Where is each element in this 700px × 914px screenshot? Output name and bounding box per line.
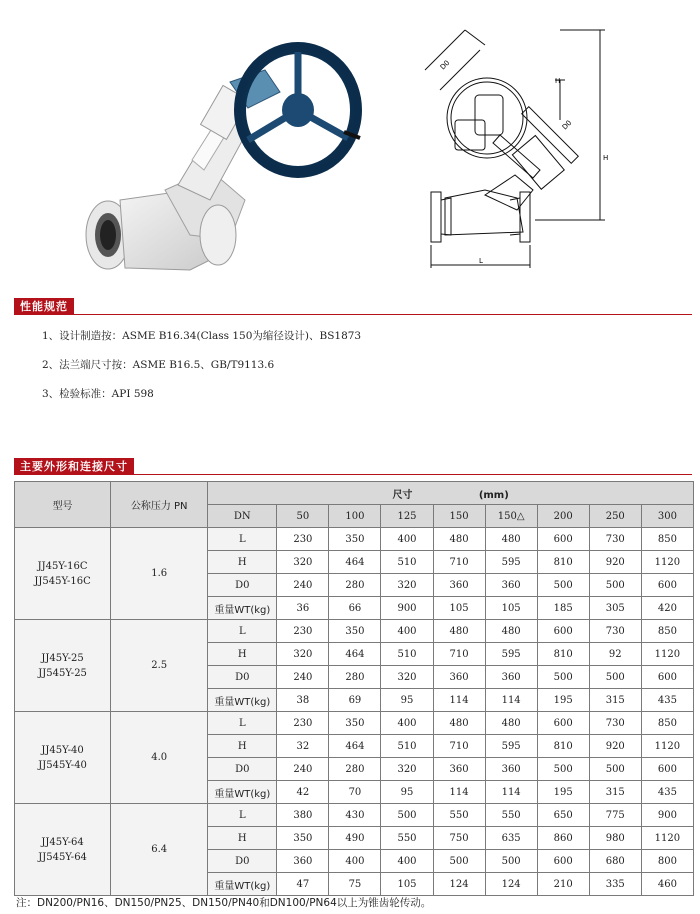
valve-photo <box>70 20 370 275</box>
header-model: 型号 <box>15 482 111 528</box>
row-label: H <box>208 551 277 574</box>
model-name: JJ545Y-25 <box>38 667 87 679</box>
value-cell: 315 <box>589 689 641 712</box>
value-cell: 510 <box>381 643 433 666</box>
value-cell: 1120 <box>641 643 693 666</box>
value-cell: 635 <box>485 827 537 850</box>
value-cell: 500 <box>589 574 641 597</box>
model-name: JJ45Y-25 <box>41 652 84 664</box>
value-cell: 500 <box>485 850 537 873</box>
value-cell: 124 <box>433 873 485 896</box>
value-cell: 430 <box>329 804 381 827</box>
value-cell: 320 <box>277 643 329 666</box>
value-cell: 114 <box>433 781 485 804</box>
value-cell: 320 <box>277 551 329 574</box>
dimensions-table <box>14 481 694 896</box>
value-cell: 900 <box>641 804 693 827</box>
value-cell: 435 <box>641 781 693 804</box>
pn-cell: 2.5 <box>111 620 208 712</box>
value-cell: 360 <box>485 666 537 689</box>
value-cell: 1120 <box>641 735 693 758</box>
header-dn-value: 125 <box>381 505 433 528</box>
table-row <box>15 712 694 735</box>
value-cell: 510 <box>381 551 433 574</box>
drawing-label-h-side: H <box>603 154 609 162</box>
value-cell: 550 <box>433 804 485 827</box>
value-cell: 400 <box>381 712 433 735</box>
value-cell: 95 <box>381 689 433 712</box>
footnote: 注：DN200/PN16、DN150/PN25、DN150/PN40和DN100/PN64以上为锥齿轮传动。 <box>16 897 432 909</box>
value-cell: 850 <box>641 620 693 643</box>
value-cell: 600 <box>641 666 693 689</box>
value-cell: 920 <box>589 735 641 758</box>
row-label: D0 <box>208 574 277 597</box>
value-cell: 360 <box>485 758 537 781</box>
value-cell: 105 <box>433 597 485 620</box>
value-cell: 240 <box>277 666 329 689</box>
value-cell: 595 <box>485 643 537 666</box>
value-cell: 730 <box>589 528 641 551</box>
value-cell: 350 <box>329 620 381 643</box>
value-cell: 42 <box>277 781 329 804</box>
value-cell: 114 <box>433 689 485 712</box>
value-cell: 480 <box>485 528 537 551</box>
value-cell: 490 <box>329 827 381 850</box>
value-cell: 920 <box>589 551 641 574</box>
value-cell: 47 <box>277 873 329 896</box>
row-label: D0 <box>208 850 277 873</box>
header-dn-value: 250 <box>589 505 641 528</box>
value-cell: 320 <box>381 666 433 689</box>
value-cell: 380 <box>277 804 329 827</box>
value-cell: 124 <box>485 873 537 896</box>
header-dn-value: 100 <box>329 505 381 528</box>
value-cell: 464 <box>329 735 381 758</box>
table-row <box>15 528 694 551</box>
value-cell: 500 <box>589 666 641 689</box>
value-cell: 105 <box>381 873 433 896</box>
row-label: H <box>208 827 277 850</box>
value-cell: 210 <box>537 873 589 896</box>
value-cell: 730 <box>589 712 641 735</box>
dimensions-divider <box>14 474 692 475</box>
value-cell: 195 <box>537 781 589 804</box>
value-cell: 730 <box>589 620 641 643</box>
value-cell: 36 <box>277 597 329 620</box>
value-cell: 600 <box>641 758 693 781</box>
spec-item: 2、法兰端尺寸按：ASME B16.5、GB/T9113.6 <box>42 359 275 371</box>
header-dn-value: 50 <box>277 505 329 528</box>
row-label: 重量WT(kg) <box>208 689 277 712</box>
value-cell: 66 <box>329 597 381 620</box>
value-cell: 650 <box>537 804 589 827</box>
value-cell: 1120 <box>641 551 693 574</box>
value-cell: 114 <box>485 689 537 712</box>
value-cell: 464 <box>329 643 381 666</box>
value-cell: 775 <box>589 804 641 827</box>
row-label: D0 <box>208 666 277 689</box>
value-cell: 980 <box>589 827 641 850</box>
row-label: L <box>208 528 277 551</box>
value-cell: 480 <box>433 620 485 643</box>
value-cell: 750 <box>433 827 485 850</box>
value-cell: 480 <box>433 712 485 735</box>
model-name: JJ545Y-64 <box>38 851 87 863</box>
value-cell: 500 <box>589 758 641 781</box>
row-label: H <box>208 643 277 666</box>
row-label: 重量WT(kg) <box>208 873 277 896</box>
header-size-unit: (mm) <box>478 489 509 501</box>
model-name: JJ45Y-16C <box>37 560 88 572</box>
value-cell: 500 <box>537 758 589 781</box>
value-cell: 1120 <box>641 827 693 850</box>
row-label: L <box>208 620 277 643</box>
header-size-label: 尺寸 <box>392 489 413 501</box>
value-cell: 810 <box>537 735 589 758</box>
valve-drawing <box>405 20 610 285</box>
value-cell: 95 <box>381 781 433 804</box>
value-cell: 810 <box>537 643 589 666</box>
value-cell: 860 <box>537 827 589 850</box>
value-cell: 600 <box>537 850 589 873</box>
value-cell: 350 <box>277 827 329 850</box>
drawing-label-d0-side: D0 <box>560 118 574 132</box>
drawing-label-h-top: H <box>555 77 561 85</box>
value-cell: 360 <box>433 758 485 781</box>
table-row <box>15 620 694 643</box>
dimensions-section-title: 主要外形和连接尺寸 <box>14 458 134 475</box>
pn-cell: 1.6 <box>111 528 208 620</box>
value-cell: 320 <box>381 574 433 597</box>
value-cell: 400 <box>381 528 433 551</box>
value-cell: 230 <box>277 620 329 643</box>
row-label: 重量WT(kg) <box>208 597 277 620</box>
value-cell: 435 <box>641 689 693 712</box>
header-pn: 公称压力 PN <box>111 482 208 528</box>
value-cell: 400 <box>381 620 433 643</box>
model-cell <box>15 528 111 620</box>
value-cell: 500 <box>381 804 433 827</box>
value-cell: 360 <box>277 850 329 873</box>
value-cell: 460 <box>641 873 693 896</box>
performance-section-title: 性能规范 <box>14 298 74 315</box>
value-cell: 710 <box>433 735 485 758</box>
value-cell: 810 <box>537 551 589 574</box>
value-cell: 600 <box>641 574 693 597</box>
value-cell: 230 <box>277 712 329 735</box>
value-cell: 32 <box>277 735 329 758</box>
value-cell: 500 <box>537 574 589 597</box>
value-cell: 500 <box>433 850 485 873</box>
model-name: JJ545Y-16C <box>34 575 91 587</box>
header-dn: DN <box>208 505 277 528</box>
value-cell: 900 <box>381 597 433 620</box>
value-cell: 114 <box>485 781 537 804</box>
value-cell: 350 <box>329 712 381 735</box>
row-label: L <box>208 804 277 827</box>
row-label: D0 <box>208 758 277 781</box>
value-cell: 360 <box>433 574 485 597</box>
value-cell: 500 <box>537 666 589 689</box>
value-cell: 240 <box>277 574 329 597</box>
header-dn-value: 200 <box>537 505 589 528</box>
spec-item: 1、设计制造按：ASME B16.34(Class 150为缩径设计)、BS1873 <box>42 330 362 342</box>
value-cell: 38 <box>277 689 329 712</box>
value-cell: 600 <box>537 712 589 735</box>
value-cell: 335 <box>589 873 641 896</box>
value-cell: 600 <box>537 620 589 643</box>
header-size <box>208 482 694 505</box>
value-cell: 240 <box>277 758 329 781</box>
value-cell: 550 <box>381 827 433 850</box>
value-cell: 315 <box>589 781 641 804</box>
value-cell: 600 <box>537 528 589 551</box>
value-cell: 360 <box>485 574 537 597</box>
header-dn-value: 150△ <box>485 505 537 528</box>
value-cell: 350 <box>329 528 381 551</box>
value-cell: 464 <box>329 551 381 574</box>
performance-divider <box>14 314 692 315</box>
value-cell: 480 <box>485 712 537 735</box>
value-cell: 280 <box>329 574 381 597</box>
value-cell: 400 <box>381 850 433 873</box>
row-label: 重量WT(kg) <box>208 781 277 804</box>
value-cell: 710 <box>433 643 485 666</box>
model-cell <box>15 712 111 804</box>
value-cell: 680 <box>589 850 641 873</box>
model-name: JJ545Y-40 <box>38 759 87 771</box>
value-cell: 360 <box>433 666 485 689</box>
value-cell: 595 <box>485 551 537 574</box>
header-dn-value: 150 <box>433 505 485 528</box>
model-name: JJ45Y-64 <box>41 836 84 848</box>
value-cell: 480 <box>485 620 537 643</box>
value-cell: 510 <box>381 735 433 758</box>
value-cell: 400 <box>329 850 381 873</box>
table-row <box>15 804 694 827</box>
value-cell: 305 <box>589 597 641 620</box>
value-cell: 710 <box>433 551 485 574</box>
value-cell: 70 <box>329 781 381 804</box>
value-cell: 280 <box>329 758 381 781</box>
row-label: L <box>208 712 277 735</box>
value-cell: 320 <box>381 758 433 781</box>
model-cell <box>15 620 111 712</box>
value-cell: 550 <box>485 804 537 827</box>
value-cell: 195 <box>537 689 589 712</box>
row-label: H <box>208 735 277 758</box>
value-cell: 850 <box>641 528 693 551</box>
value-cell: 595 <box>485 735 537 758</box>
pn-cell: 6.4 <box>111 804 208 896</box>
header-dn-value: 300 <box>641 505 693 528</box>
value-cell: 800 <box>641 850 693 873</box>
value-cell: 69 <box>329 689 381 712</box>
value-cell: 92 <box>589 643 641 666</box>
value-cell: 75 <box>329 873 381 896</box>
value-cell: 185 <box>537 597 589 620</box>
spec-item: 3、检验标准：API 598 <box>42 388 154 400</box>
value-cell: 280 <box>329 666 381 689</box>
pn-cell: 4.0 <box>111 712 208 804</box>
model-name: JJ45Y-40 <box>41 744 84 756</box>
value-cell: 230 <box>277 528 329 551</box>
value-cell: 480 <box>433 528 485 551</box>
value-cell: 850 <box>641 712 693 735</box>
value-cell: 105 <box>485 597 537 620</box>
drawing-label-d0-top: D0 <box>438 58 452 72</box>
model-cell <box>15 804 111 896</box>
value-cell: 420 <box>641 597 693 620</box>
drawing-label-l: L <box>479 257 483 265</box>
